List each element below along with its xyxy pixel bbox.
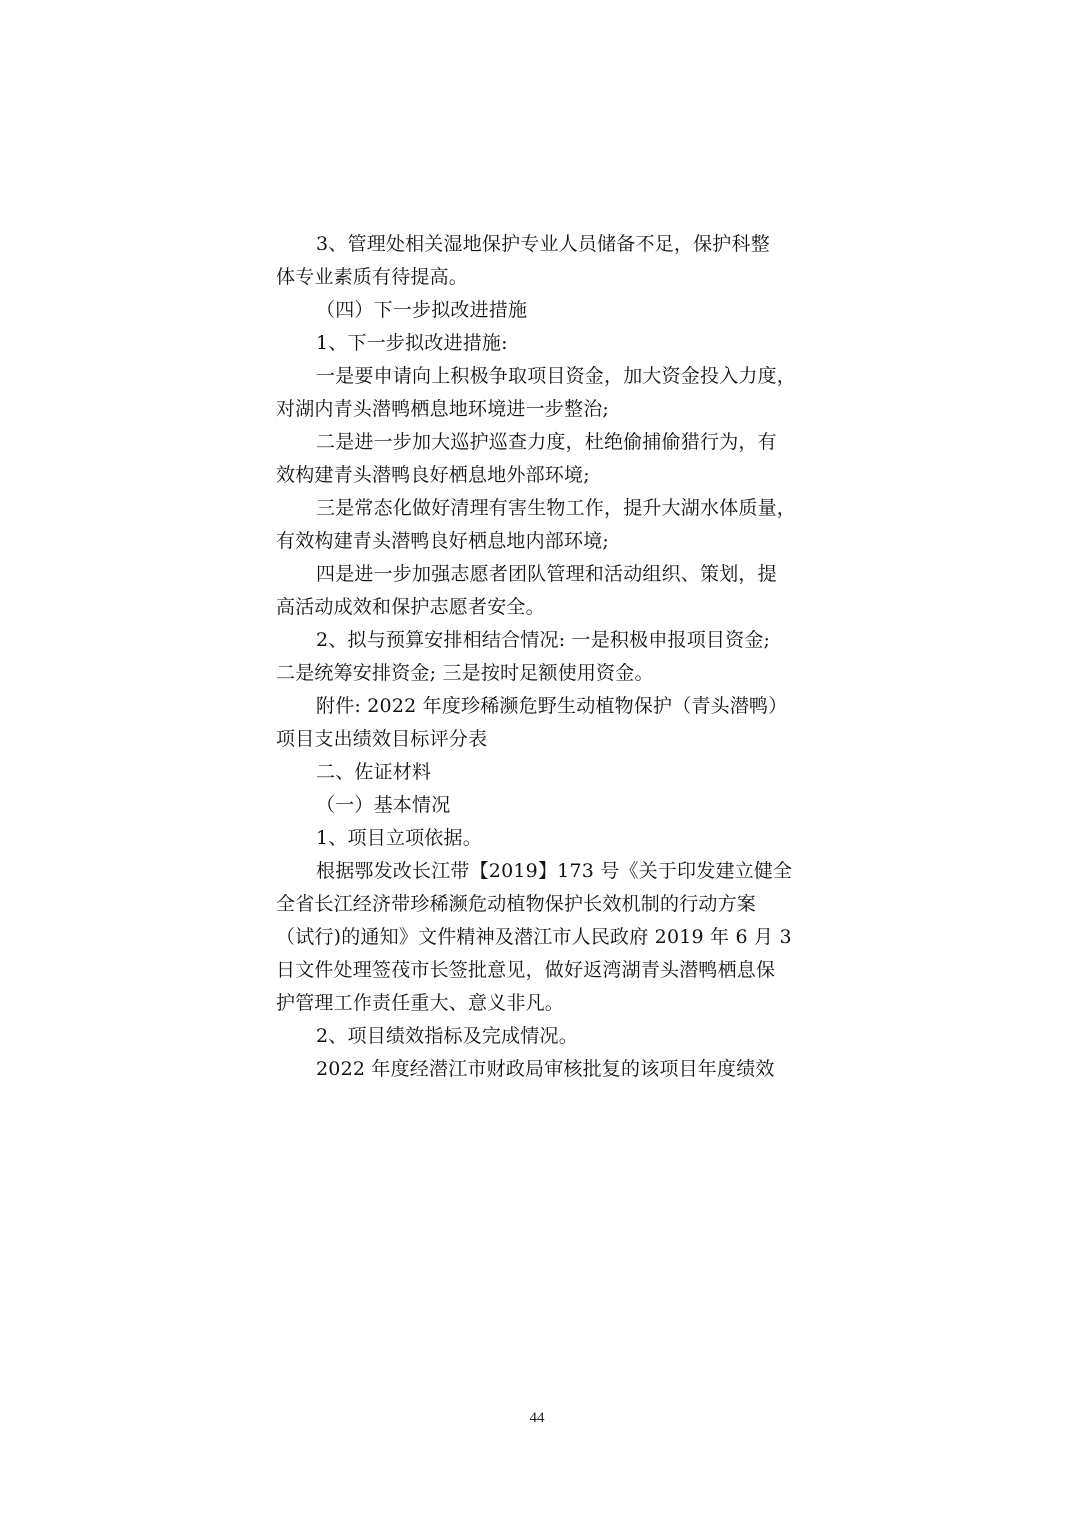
text-line: 二、佐证材料 (316, 761, 432, 783)
text-line: 附件: 2022 年度珍稀濒危野生动植物保护（青头潜鸭） (316, 695, 788, 717)
text-line: 一是要申请向上积极争取项目资金，加大资金投入力度， (316, 365, 797, 387)
text-line: 2022 年度经潜江市财政局审核批复的该项目年度绩效 (316, 1058, 775, 1080)
text-line: 二是进一步加大巡护巡查力度，杜绝偷捕偷猎行为，有 (316, 431, 777, 453)
text-line: （一）基本情况 (316, 794, 451, 816)
text-line: 对湖内青头潜鸭栖息地环境进一步整治; (276, 398, 610, 420)
text-line: 有效构建青头潜鸭良好栖息地内部环境; (276, 530, 610, 552)
body-text (276, 228, 806, 1086)
text-line: 项目支出绩效目标评分表 (276, 728, 488, 750)
text-line: （四）下一步拟改进措施 (316, 299, 528, 321)
text-line: 三是常态化做好清理有害生物工作，提升大湖水体质量， (316, 497, 797, 519)
text-line: 全省长江经济带珍稀濒危动植物保护长效机制的行动方案 (276, 893, 757, 915)
text-line: 日文件处理签茷市长签批意见，做好返湾湖青头潜鸭栖息保 (276, 959, 776, 981)
page-number: 44 (529, 1410, 545, 1426)
text-line: 护管理工作责任重大、意义非凡。 (276, 992, 565, 1014)
text-line: （试行)的通知》文件精神及潜江市人民政府 2019 年 6 月 3 (276, 926, 792, 948)
text-line: 3、管理处相关湿地保护专业人员储备不足，保护科整 (316, 233, 770, 255)
text-line: 效构建青头潜鸭良好栖息地外部环境; (276, 464, 590, 486)
text-line: 二是统筹安排资金; 三是按时足额使用资金。 (276, 662, 654, 684)
text-line: 体专业素质有待提高。 (276, 266, 469, 288)
text-line: 1、项目立项依据。 (316, 827, 482, 849)
text-line: 1、下一步拟改进措施: (316, 332, 508, 354)
text-line: 2、项目绩效指标及完成情况。 (316, 1025, 578, 1047)
text-line: 2、拟与预算安排相结合情况: 一是积极申报项目资金; (316, 629, 771, 651)
text-line: 四是进一步加强志愿者团队管理和活动组织、策划，提 (316, 563, 777, 585)
text-line: 根据鄂发改长江带【2019】173 号《关于印发建立健全 (316, 860, 793, 882)
text-line: 高活动成效和保护志愿者安全。 (276, 596, 545, 618)
